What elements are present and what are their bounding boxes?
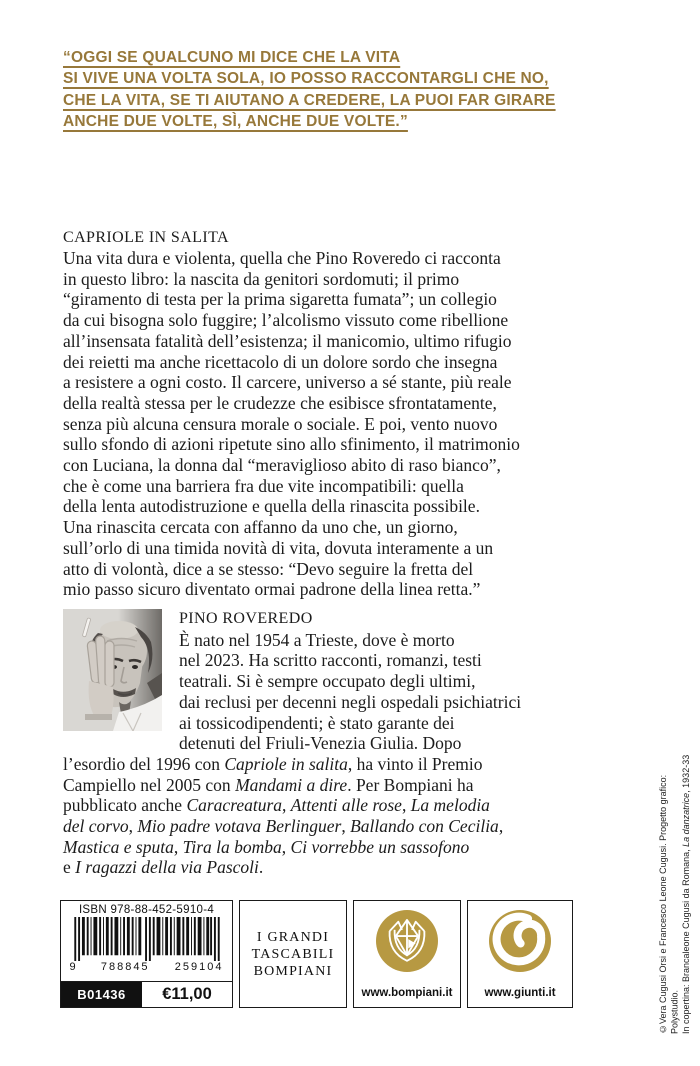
author-bio-narrow [179, 630, 651, 754]
author-bio-line: teatrali. Si è sempre occupato degli ultimi, [179, 671, 476, 692]
design-credit: ©Vera Cugusi Orsi e Francesco Leone Cugusi. Progetto grafico: Polystudio. [657, 774, 679, 1034]
author-bio-line: del corvo, Mio padre votava Berlinguer, Ballando con Cecilia, [63, 816, 504, 837]
footer-strip [60, 900, 574, 1008]
author-bio-line: Mastica e sputa, Tira la bomba, Ci vorrebbe un sassofono [63, 836, 470, 857]
cover-art-credit: In copertina: Brancaleone Cugusi da Romana, La danzatrice, 1932-33 [680, 754, 691, 1034]
author-bio-full [63, 754, 651, 878]
author-bio-line: dai reclusi per decenni negli ospedali psichiatrici [179, 691, 522, 712]
isbn-label: ISBN 978-88-452-5910-4 [78, 904, 215, 916]
synopsis-line: in questo libro: la nascita da genitori sordomuti; il primo [63, 268, 460, 289]
synopsis-line: della lenta autodistruzione e quella della rinascita possibile. [63, 496, 480, 517]
synopsis-line: a resistere a ogni costo. Il carcere, universo a sé stante, più reale [63, 372, 512, 393]
author-bio-line: È nato nel 1954 a Trieste, dove è morto [179, 629, 455, 650]
bompiani-rose-icon [376, 910, 438, 972]
cover-quote-line: ANCHE DUE VOLTE, SÌ, ANCHE DUE VOLTE.” [63, 113, 408, 131]
series-panel [239, 900, 347, 1008]
synopsis-line: senza più alcuna censura morale o sociale. E poi, vento nuovo [63, 413, 498, 434]
series-name-line: BOMPIANI [253, 963, 333, 979]
cover-quote [63, 47, 663, 133]
synopsis-line: Una rinascita cercata con affanno da uno che, un giorno, [63, 517, 458, 538]
synopsis-line: Una vita dura e violenta, quella che Pino Roveredo ci racconta [63, 248, 501, 268]
synopsis-line: mio passo sicuro diventato ormai padrone della linea retta.” [63, 579, 481, 600]
price-row [61, 981, 232, 1007]
author-bio-line: l’esordio del 1996 con Capriole in salita, ha vinto il Premio [63, 753, 483, 774]
synopsis-body [63, 248, 651, 600]
ean-digits [70, 961, 224, 973]
series-name-line: TASCABILI [251, 946, 335, 962]
book-title: CAPRIOLE IN SALITA [63, 229, 229, 246]
bompiani-url: www.bompiani.it [361, 987, 453, 999]
product-code-badge: B01436 [61, 982, 142, 1007]
giunti-url: www.giunti.it [484, 987, 556, 999]
author-photo [63, 609, 162, 731]
price-label: €11,00 [162, 985, 212, 1003]
author-bio-line: nel 2023. Ha scritto racconti, romanzi, testi [179, 650, 482, 671]
synopsis-line: all’insensata fatalità dell’esistenza; il manicomio, ultimo rifugio [63, 330, 512, 351]
synopsis-line: atto di volontà, dice a se stesso: “Devo seguire la fretta del [63, 558, 474, 579]
ean-right: 259104 [174, 961, 224, 973]
synopsis-line: sullo sfondo di azioni ripetute sino allo sfinimento, il matrimonio [63, 434, 520, 455]
ean-mid: 788845 [100, 961, 150, 973]
cover-quote-line: “OGGI SE QUALCUNO MI DICE CHE LA VITA [63, 49, 401, 66]
author-bio-line: Campiello nel 2005 con Mandami a dire. Per Bompiani ha [63, 774, 474, 795]
author-section [63, 609, 651, 878]
author-bio-line: e I ragazzi della via Pascoli. [63, 857, 264, 878]
author-bio-line: detenuti del Friuli-Venezia Giulia. Dopo [179, 733, 462, 754]
synopsis-line: con Luciana, la donna dal “meraviglioso abito di raso bianco”, [63, 455, 501, 476]
cover-quote-line: CHE LA VITA, SE TI AIUTANO A CREDERE, LA PUOI FAR GIRARE [63, 91, 556, 109]
synopsis-line: che è come una barriera fra due vite incompatibili: quella [63, 475, 464, 496]
giunti-panel [467, 900, 573, 1008]
synopsis-line: sull’orlo di una timida novità di vita, dovuta interamente a un [63, 537, 494, 558]
ean-left: 9 [69, 961, 76, 973]
synopsis-line: dei reietti ma anche ricettacolo di un dolore sordo che insegna [63, 351, 498, 372]
cover-quote-line: SI VIVE UNA VOLTA SOLA, IO POSSO RACCONTARGLI CHE NO, [63, 70, 549, 88]
author-bio-line: pubblicato anche Caracreatura, Attenti alle rose, La melodia [63, 795, 490, 816]
synopsis-line: della realtà stessa per le crudezze che esibisce sfrontatamente, [63, 392, 497, 413]
series-name-line: I GRANDI [256, 929, 330, 945]
giunti-spiral-icon [489, 910, 551, 972]
synopsis-section [63, 227, 651, 600]
barcode [71, 917, 223, 961]
isbn-panel [60, 900, 233, 1008]
bompiani-panel [353, 900, 461, 1008]
author-bio-line: ai tossicodipendenti; è stato garante dei [179, 712, 455, 733]
cover-credits [658, 742, 693, 1034]
author-name: PINO ROVEREDO [179, 610, 313, 627]
synopsis-line: da cui bisogna solo fuggire; l’alcolismo vissuto come ribellione [63, 310, 509, 331]
synopsis-line: “giramento di testa per la prima sigaretta fumata”; un collegio [63, 289, 497, 310]
